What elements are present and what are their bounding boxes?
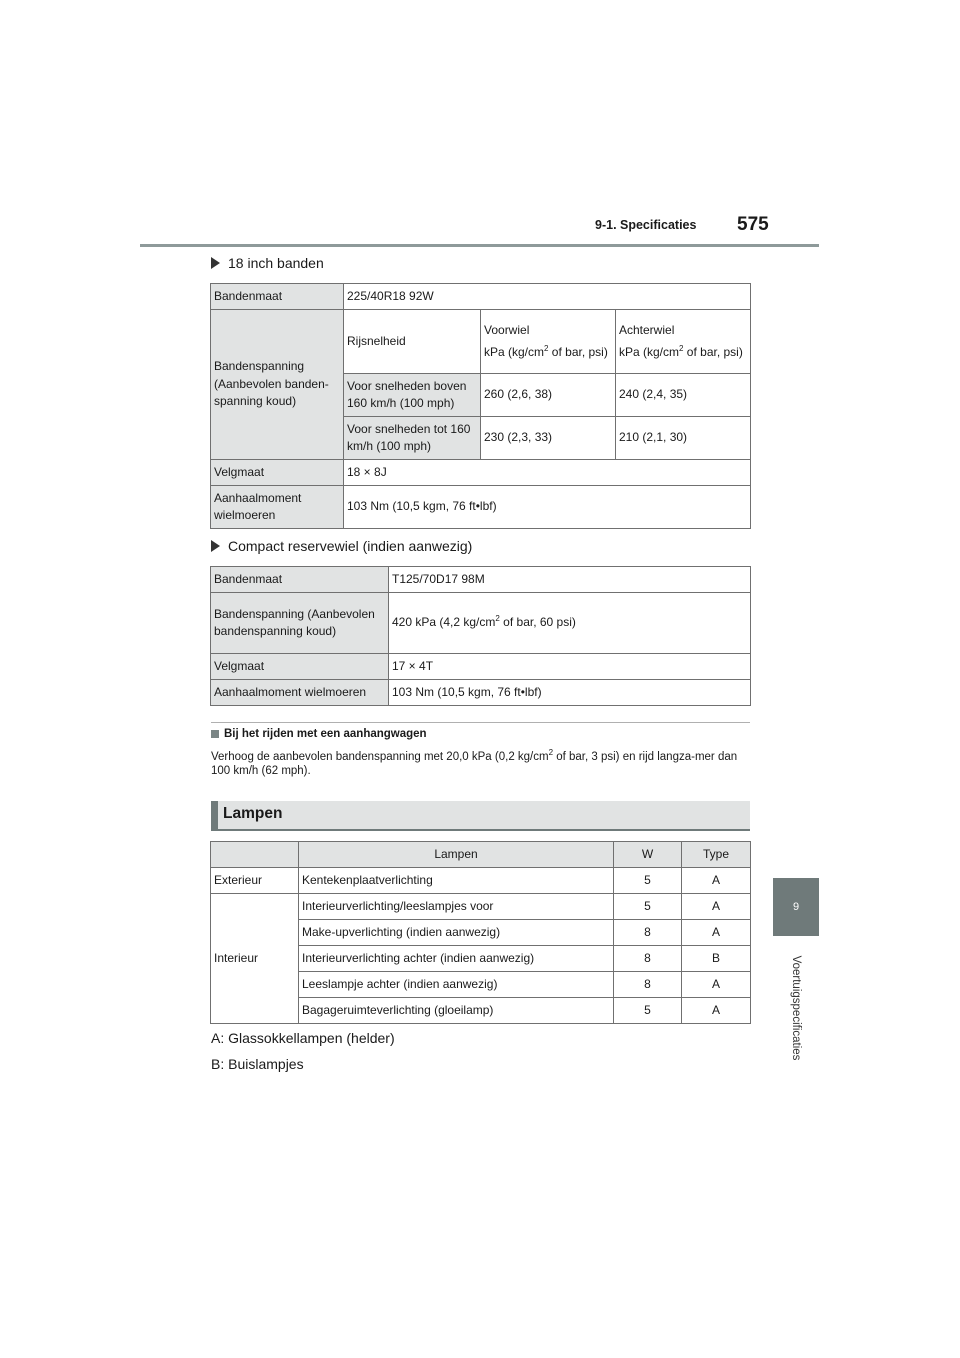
table-row — [211, 486, 751, 529]
lamps-section-heading — [211, 801, 750, 831]
size-value: T125/70D17 98M — [389, 567, 751, 593]
table-row — [211, 310, 751, 374]
lamp-name: Leeslampje achter (indien aanwezig) — [299, 972, 614, 998]
lamp-type: B — [682, 946, 751, 972]
rear-value: 240 (2,4, 35) — [616, 374, 751, 417]
lamps-heading-title: Lampen — [223, 805, 283, 822]
header-divider — [140, 244, 819, 247]
lamp-type: A — [682, 998, 751, 1024]
front-unit-sup: 2 — [544, 344, 549, 353]
note-divider — [211, 722, 750, 723]
spare-heading — [211, 538, 472, 554]
tires18-title: 18 inch banden — [228, 255, 324, 271]
rim-label: Velgmaat — [211, 654, 389, 680]
torque-value: 103 Nm (10,5 kgm, 76 ft•lbf) — [344, 486, 751, 529]
speed-col-header: Rijsnelheid — [344, 310, 481, 374]
legend-b: B: Buislampjes — [211, 1056, 304, 1072]
pressure-value-a: 420 kPa (4,2 kg/cm — [392, 615, 496, 630]
table-row — [211, 868, 751, 894]
triangle-bullet-icon — [211, 540, 220, 552]
pressure-value — [389, 593, 751, 654]
trailer-note-title: Bij het rijden met een aanhangwagen — [224, 728, 427, 740]
col-type-header: Type — [682, 842, 751, 868]
rear-value: 210 (2,1, 30) — [616, 417, 751, 460]
trailer-note-text-b: of bar, 3 psi) en rijd langza-mer dan 100 km/h (62 mph). — [211, 751, 738, 778]
front-col-header — [481, 310, 616, 374]
tires18-heading — [211, 255, 324, 271]
rim-label: Velgmaat — [211, 460, 344, 486]
tires18-table — [210, 283, 751, 529]
size-label: Bandenmaat — [211, 567, 389, 593]
spare-title: Compact reservewiel (indien aanwezig) — [228, 538, 473, 554]
table-row — [211, 460, 751, 486]
rear-label: Achterwiel — [619, 322, 675, 337]
trailer-note-text — [211, 750, 750, 779]
rear-unit-b: of bar, psi) — [683, 345, 743, 359]
rear-col-header — [616, 310, 751, 374]
lamps-table — [210, 841, 751, 1024]
lamp-name: Bagageruimteverlichting (gloeilamp) — [299, 998, 614, 1024]
chapter-number: 9 — [792, 901, 800, 913]
lamp-name: Interieurverlichting/leeslampjes voor — [299, 894, 614, 920]
front-unit-a: kPa (kg/cm — [484, 345, 545, 359]
lamp-type: A — [682, 868, 751, 894]
table-row — [211, 680, 751, 706]
torque-label: Aanhaalmoment wielmoeren — [211, 486, 344, 529]
trailer-note-sup: 2 — [548, 748, 554, 758]
lamp-watt: 5 — [614, 894, 682, 920]
table-row — [211, 593, 751, 654]
chapter-label-container — [783, 943, 809, 1073]
col-w-header: W — [614, 842, 682, 868]
table-row — [211, 842, 751, 868]
size-value: 225/40R18 92W — [344, 284, 751, 310]
chapter-tab[interactable] — [773, 878, 819, 936]
trailer-note-heading — [211, 728, 427, 740]
pressure-label: Bandenspanning (Aanbevolen banden-spanning koud) — [211, 310, 344, 460]
speed-value: Voor snelheden boven 160 km/h (100 mph) — [344, 374, 481, 417]
lamp-type: A — [682, 972, 751, 998]
blank-header-cell — [211, 842, 299, 868]
lamp-type: A — [682, 894, 751, 920]
exterior-label: Exterieur — [211, 868, 299, 894]
front-value: 230 (2,3, 33) — [481, 417, 616, 460]
rear-unit-sup: 2 — [679, 344, 684, 353]
lamp-name: Make-upverlichting (indien aanwezig) — [299, 920, 614, 946]
rim-value: 17 × 4T — [389, 654, 751, 680]
front-unit — [484, 344, 612, 361]
spare-table — [210, 566, 751, 706]
table-row — [211, 284, 751, 310]
front-label: Voorwiel — [484, 322, 530, 337]
pressure-label: Bandenspanning (Aanbevolen bandenspanning koud) — [211, 593, 389, 654]
triangle-bullet-icon — [211, 257, 220, 269]
interior-label: Interieur — [211, 894, 299, 1024]
table-row — [211, 567, 751, 593]
section-title: 9-1. Specificaties — [595, 218, 697, 232]
front-value: 260 (2,6, 38) — [481, 374, 616, 417]
pressure-sup: 2 — [495, 614, 500, 624]
lamp-watt: 5 — [614, 998, 682, 1024]
lamp-name: Kentekenplaatverlichting — [299, 868, 614, 894]
rear-unit — [619, 344, 747, 361]
page-number: 575 — [737, 214, 769, 235]
pressure-value-b: of bar, 60 psi) — [499, 615, 576, 630]
rear-unit-a: kPa (kg/cm — [619, 345, 680, 359]
col-lamps-header: Lampen — [299, 842, 614, 868]
square-bullet-icon — [211, 730, 219, 738]
lamp-watt: 8 — [614, 946, 682, 972]
size-label: Bandenmaat — [211, 284, 344, 310]
rim-value: 18 × 8J — [344, 460, 751, 486]
table-row — [211, 894, 751, 920]
speed-value: Voor snelheden tot 160 km/h (100 mph) — [344, 417, 481, 460]
torque-value: 103 Nm (10,5 kgm, 76 ft•lbf) — [389, 680, 751, 706]
chapter-label: Voertuigspecificaties — [790, 955, 802, 1061]
front-unit-b: of bar, psi) — [548, 345, 608, 359]
lamp-watt: 8 — [614, 920, 682, 946]
lamp-type: A — [682, 920, 751, 946]
torque-label: Aanhaalmoment wielmoeren — [211, 680, 389, 706]
lamp-watt: 5 — [614, 868, 682, 894]
lamp-watt: 8 — [614, 972, 682, 998]
heading-accent-bar — [211, 801, 218, 831]
trailer-note-text-a: Verhoog de aanbevolen bandenspanning met 20,0 kPa (0,2 kg/cm — [211, 751, 549, 763]
legend-a: A: Glassokkellampen (helder) — [211, 1030, 395, 1046]
table-row — [211, 654, 751, 680]
lamp-name: Interieurverlichting achter (indien aanwezig) — [299, 946, 614, 972]
